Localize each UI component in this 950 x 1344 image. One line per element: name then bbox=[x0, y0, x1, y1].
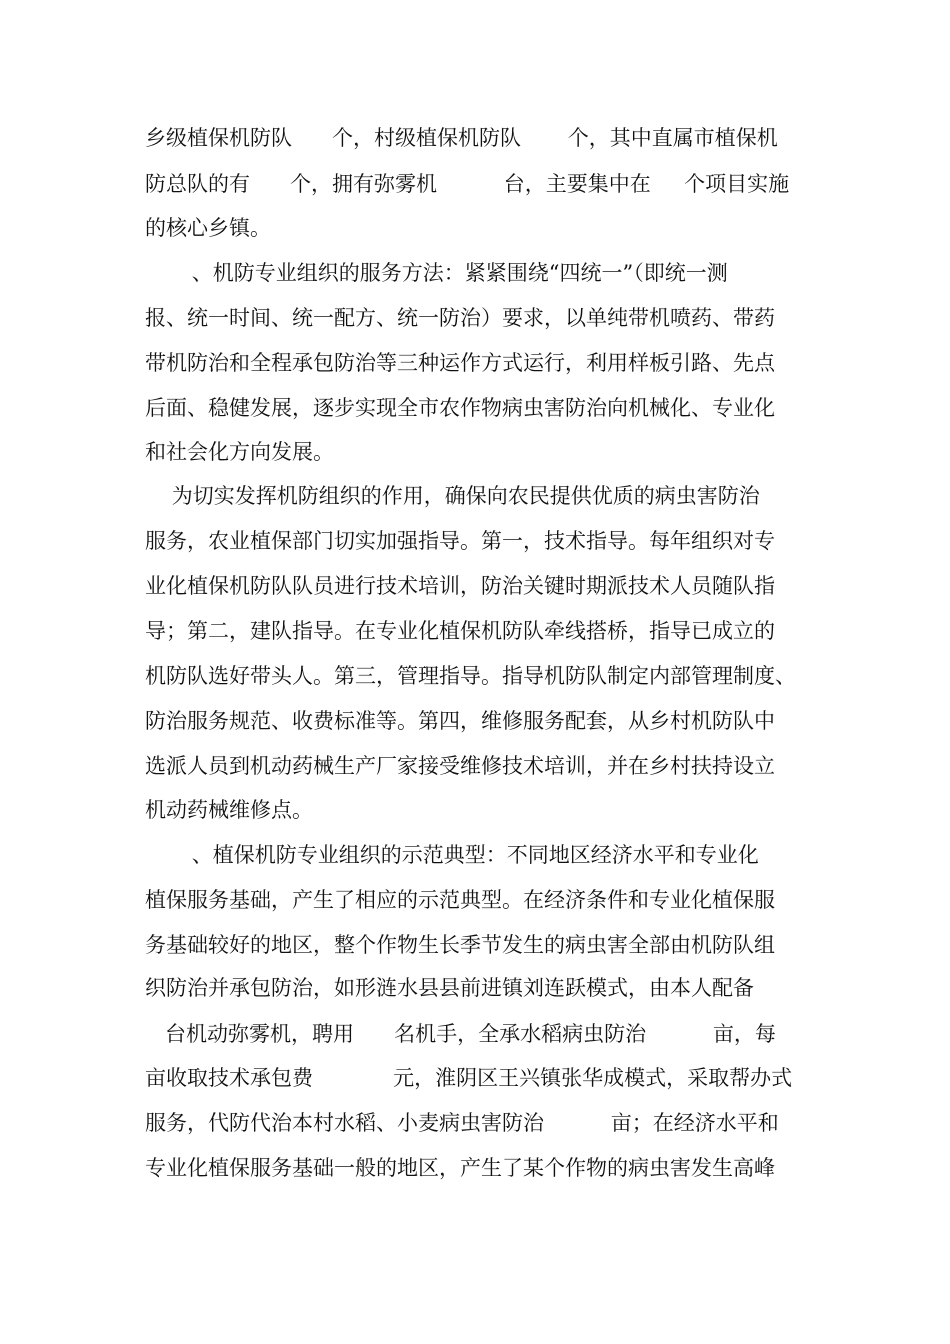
text-line: 务基础较好的地区，整个作物生长季节发生的病虫害全部由机防队组 bbox=[145, 933, 775, 957]
text-line: 防治服务规范、收费标准等。第四，维修服务配套，从乡村机防队中 bbox=[145, 709, 775, 733]
text-line: 台机动弥雾机，聘用 名机手，全承水稻病虫防治 亩，每 bbox=[145, 1022, 776, 1046]
text-line: 服务，代防代治本村水稻、小麦病虫害防治 亩；在经济水平和 bbox=[145, 1111, 779, 1135]
text-line: 和社会化方向发展。 bbox=[145, 440, 334, 464]
text-line: 、植保机防专业组织的示范典型：不同地区经济水平和专业化 bbox=[145, 843, 759, 867]
text-line: 、机防专业组织的服务方法：紧紧围绕“四统一”（即统一测 bbox=[145, 261, 728, 285]
text-line: 机动药械维修点。 bbox=[145, 798, 313, 822]
text-line: 植保服务基础，产生了相应的示范典型。在经济条件和专业化植保服 bbox=[145, 888, 775, 912]
text-line: 乡级植保机防队 个，村级植保机防队 个，其中直属市植保机 bbox=[145, 126, 778, 150]
text-line: 为切实发挥机防组织的作用，确保向农民提供优质的病虫害防治 bbox=[145, 484, 760, 508]
text-line: 导；第二，建队指导。在专业化植保机防队牵线搭桥，指导已成立的 bbox=[145, 619, 775, 643]
text-line: 服务，农业植保部门切实加强指导。第一，技术指导。每年组织对专 bbox=[145, 529, 775, 553]
text-line: 机防队选好带头人。第三，管理指导。指导机防队制定内部管理制度、 bbox=[145, 664, 796, 688]
text-line: 的核心乡镇。 bbox=[145, 216, 271, 240]
text-line: 带机防治和全程承包防治等三种运作方式运行，利用样板引路、先点 bbox=[145, 351, 775, 375]
text-line: 织防治并承包防治，如形涟水县县前进镇刘连跃模式，由本人配备 bbox=[145, 976, 754, 1000]
text-line: 业化植保机防队队员进行技术培训，防治关键时期派技术人员随队指 bbox=[145, 574, 775, 598]
text-line: 选派人员到机动药械生产厂家接受维修技术培训，并在乡村扶持设立 bbox=[145, 754, 775, 778]
text-line: 报、统一时间、统一配方、统一防治）要求，以单纯带机喷药、带药 bbox=[145, 306, 775, 330]
text-line: 专业化植保服务基础一般的地区，产生了某个作物的病虫害发生高峰 bbox=[145, 1156, 775, 1180]
text-line: 防总队的有 个，拥有弥雾机 台，主要集中在 个项目实施 bbox=[145, 172, 790, 196]
text-line: 亩收取技术承包费 元，淮阴区王兴镇张华成模式，采取帮办式 bbox=[145, 1066, 793, 1090]
text-line: 后面、稳健发展，逐步实现全市农作物病虫害防治向机械化、专业化 bbox=[145, 396, 775, 420]
